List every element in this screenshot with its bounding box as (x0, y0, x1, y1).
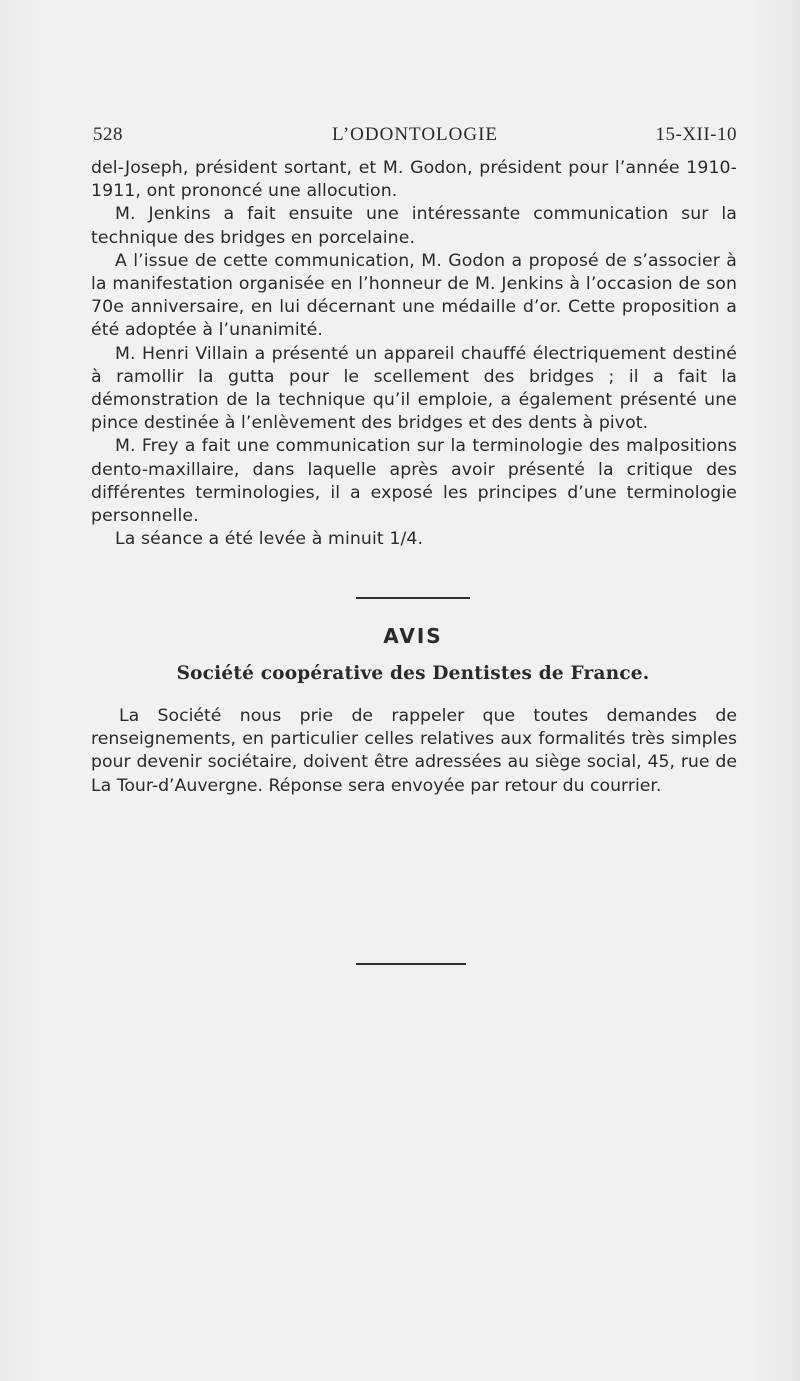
journal-title: L’ODONTOLOGIE (331, 124, 499, 145)
paragraph-continuation: del-Joseph, président sortant, et M. Godon, président pour l’année 1910-1911, ont prononcé une allocution. (91, 158, 737, 202)
end-divider (356, 963, 466, 965)
paragraph-godon-proposal: A l’issue de cette communication, M. Godon a proposé de s’associer à la manifestation organisée en l’honneur de M. Jenkins à l’occasion de son 70e anniversaire, en lui décernant une médaille d’or. Cette proposition a été adoptée à l’unanimité. (91, 250, 737, 341)
avis-body (91, 705, 737, 798)
paragraph-jenkins: M. Jenkins a fait ensuite une intéressante communication sur la technique des bridges en porcelaine. (91, 204, 737, 248)
section-divider (356, 597, 470, 599)
avis-subheading: Société coopérative des Dentistes de France. (176, 663, 650, 684)
avis-heading: AVIS (383, 624, 443, 648)
paragraph-frey: M. Frey a fait une communication sur la terminologie des malpositions dento-maxillaire, dans laquelle après avoir présenté la critique des différentes terminologies, il a exposé les principes d’une terminologie personnelle. (91, 436, 737, 527)
paragraph-villain: M. Henri Villain a présenté un appareil chauffé électriquement destiné à ramollir la gutta pour le scellement des bridges ; il a fait la démonstration de la technique qu’il emploie, a également présenté une pince destinée à l’enlèvement des bridges et des dents à pivot. (91, 343, 737, 434)
avis-paragraph: La Société nous prie de rappeler que toutes demandes de renseignements, en particulier celles relatives aux formalités très simples pour devenir sociétaire, doivent être adressées au siège social, 45, rue de La Tour-d’Auvergne. Réponse sera envoyée par retour du courrier. (91, 706, 737, 796)
issue-date: 15-XII-10 (655, 124, 737, 145)
page-number: 528 (93, 124, 123, 145)
running-header (93, 124, 737, 150)
paragraph-closing: La séance a été levée à minuit 1/4. (115, 529, 424, 550)
body-text (91, 157, 737, 551)
